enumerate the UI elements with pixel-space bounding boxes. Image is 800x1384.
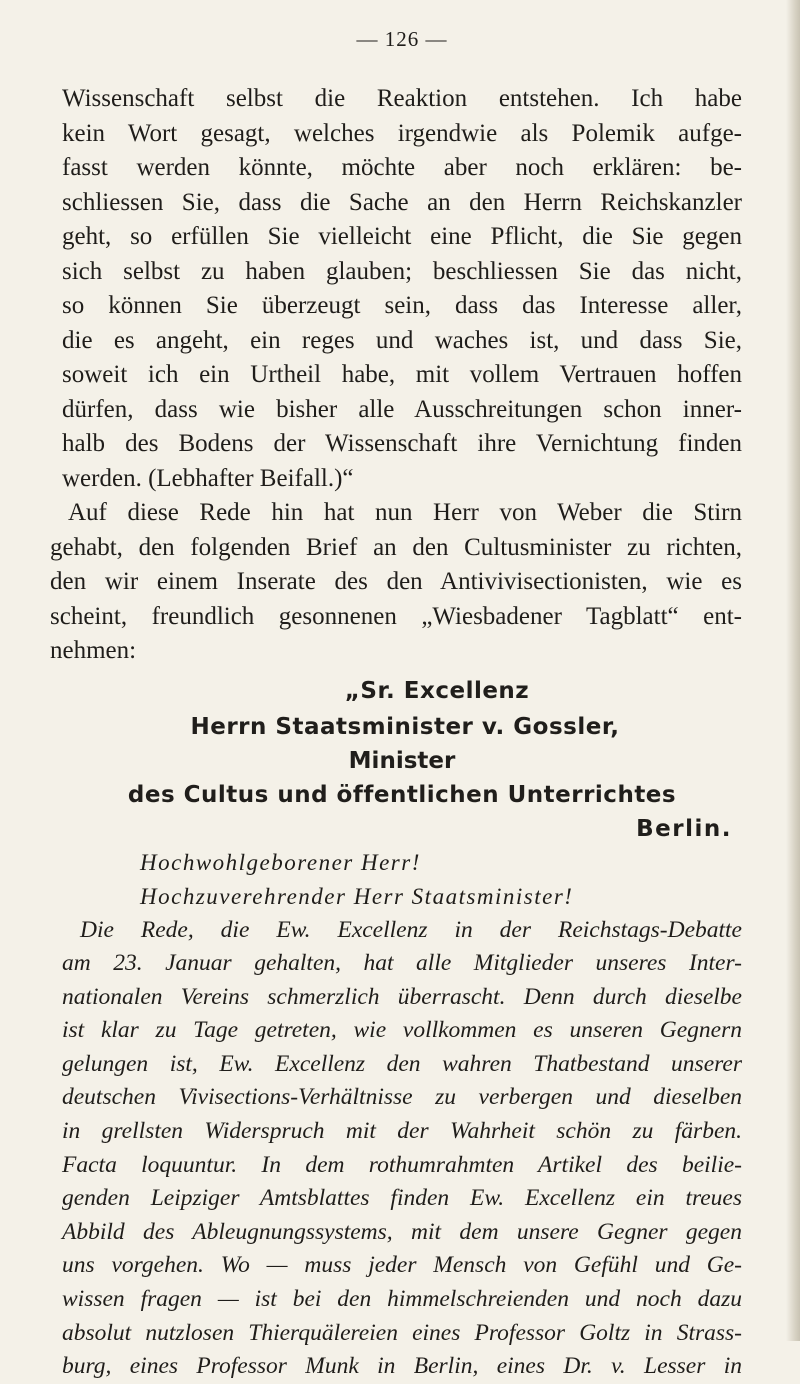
text-line: so können Sie überzeugt sein, dass das Interesse aller, xyxy=(62,292,742,319)
text-line: genden Leipziger Amtsblattes finden Ew. Excellenz ein treues xyxy=(62,1185,742,1212)
text-line: die es angeht, ein reges und waches ist, und dass Sie, xyxy=(62,326,742,354)
letter-salutation xyxy=(62,846,742,914)
text-line: Auf diese Rede hin hat nun Herr von Weber die Stirn xyxy=(68,499,742,526)
text-line: schliessen Sie, dass die Sache an den Herrn Reichskanzler xyxy=(62,188,742,216)
text-line: uns vorgehen. Wo — muss jeder Mensch von Gefühl und Ge- xyxy=(62,1252,742,1279)
text-line: fasst werden könnte, möchte aber noch erklären: be- xyxy=(62,154,742,181)
text-line: soweit ich ein Urtheil habe, mit vollem Vertrauen hoffen xyxy=(62,361,742,388)
text-line: dürfen, dass wie bisher alle Ausschreitungen schon inner- xyxy=(62,395,742,423)
text-line: halb des Bodens der Wissenschaft ihre Vernichtung finden xyxy=(62,430,742,457)
paragraph-1 xyxy=(62,82,742,496)
text-line: Abbild des Ableugnungssystems, mit dem unsere Gegner gegen xyxy=(62,1218,742,1245)
text-line: kein Wort gesagt, welches irgendwie als Polemik aufge- xyxy=(62,119,742,147)
text-line: sich selbst zu haben glauben; beschliessen Sie das nicht, xyxy=(62,257,742,285)
text-line: am 23. Januar gehalten, hat alle Mitglieder unseres Inter- xyxy=(62,950,742,977)
text-line: werden. (Lebhafter Beifall.)“ xyxy=(62,464,354,492)
book-page xyxy=(50,22,742,1384)
letter-heading-line: „Sr. Excellenz xyxy=(344,677,530,704)
letter-heading-line: Minister xyxy=(348,747,456,774)
text-line: in grellsten Widerspruch mit der Wahrheit schön zu färben. xyxy=(62,1118,742,1145)
text-line: Die Rede, die Ew. Excellenz in der Reichstags-Debatte xyxy=(80,916,742,943)
letter-heading xyxy=(62,673,742,846)
text-line: deutschen Vivisections-Verhältnisse zu verbergen und dieselben xyxy=(62,1084,742,1111)
text-line: absolut nutzlosen Thierquälereien eines Professor Goltz in Strass- xyxy=(62,1319,742,1346)
text-line: wissen fragen — ist bei den himmelschreienden und noch dazu xyxy=(62,1286,742,1313)
text-line: Wissenschaft selbst die Reaktion entstehen. Ich habe xyxy=(62,85,742,112)
salutation-line: Hochzuverehrender Herr Staatsminister! xyxy=(140,883,574,909)
letter-heading-line: des Cultus und öffentlichen Unterrichtes xyxy=(127,781,677,808)
text-line: ist klar zu Tage getreten, wie vollkommen es unseren Gegnern xyxy=(62,1017,742,1044)
letter-body xyxy=(62,914,742,1384)
letter-heading-line: Herrn Staatsminister v. Gossler, xyxy=(190,713,620,740)
salutation-line: Hochwohlgeborener Herr! xyxy=(140,849,421,875)
text-line: burg, eines Professor Munk in Berlin, eines Dr. v. Lesser in xyxy=(62,1353,742,1380)
text-line: Facta loquuntur. In dem rothumrahmten Artikel des beilie- xyxy=(62,1151,742,1178)
text-line: scheint, freundlich gesonnenen „Wiesbadener Tagblatt“ ent- xyxy=(50,602,742,630)
page-edge-shadow xyxy=(786,0,800,1341)
text-line: den wir einem Inserate des den Antivivisectionisten, wie es xyxy=(50,568,742,595)
text-line: nationalen Vereins schmerzlich überrascht. Denn durch dieselbe xyxy=(62,983,742,1010)
paragraph-2 xyxy=(50,496,742,669)
text-line: gehabt, den folgenden Brief an den Cultusminister zu richten, xyxy=(50,533,742,561)
text-line: geht, so erfüllen Sie vielleicht eine Pflicht, die Sie gegen xyxy=(62,223,742,250)
text-line: nehmen: xyxy=(50,637,137,664)
page-number: — 126 — xyxy=(356,27,448,51)
letter-heading-line: Berlin. xyxy=(636,815,732,842)
text-line: gelungen ist, Ew. Excellenz den wahren Thatbestand unserer xyxy=(62,1050,742,1077)
